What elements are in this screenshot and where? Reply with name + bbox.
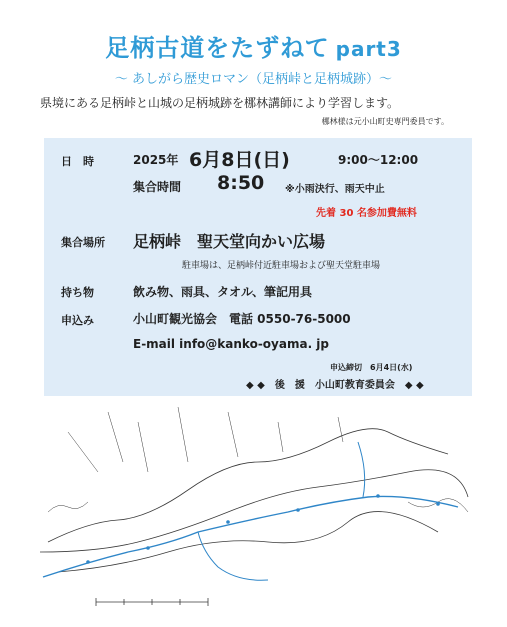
bring-value: 飲み物、雨具、タオル、筆記用具 [133, 285, 313, 299]
river-line [43, 496, 458, 577]
intro-text: 県境にある足柄峠と山城の足柄城跡を梛林講師により学習します。 [40, 96, 400, 110]
title-part: part3 [335, 37, 402, 61]
title-text: 足柄古道をたずねて [105, 34, 330, 62]
assembly-time-label: 集合時間 [133, 180, 182, 194]
apply-deadline: 申込締切 6月4日(水) [330, 363, 413, 372]
lecturer-note: 梛林様は元小山町史専門委員です。 [321, 117, 449, 126]
bring-label: 持ち物 [61, 286, 94, 299]
road-line [40, 470, 468, 552]
support-credit: ◆ ◆ 後 援 小山町教育委員会 ◆ ◆ [246, 380, 424, 391]
apply-email: E-mail info@kanko-oyama. jp [133, 337, 330, 351]
route-map [28, 402, 478, 612]
subtitle: ～ あしがら歴史ロマン（足柄峠と足柄城跡）～ [114, 72, 393, 87]
weather-note: ※小雨決行、雨天中止 [285, 184, 385, 195]
apply-label: 申込み [61, 314, 94, 327]
date-label: 日 時 [61, 155, 94, 168]
ridge-line [48, 429, 448, 542]
assembly-time-value: 8:50 [217, 172, 265, 194]
date-time: 9:00～12:00 [338, 153, 419, 167]
apply-phone: 小山町観光協会 電話 0550-76-5000 [133, 312, 351, 326]
place-value: 足柄峠 聖天堂向かい広場 [133, 232, 326, 251]
capacity-note: 先着 30 名参加費無料 [316, 208, 417, 219]
date-year: 2025年 [133, 153, 179, 167]
parking-note: 駐車場は、足柄峠付近駐車場および聖天堂駐車場 [182, 261, 381, 271]
page-title [0, 28, 507, 63]
place-label: 集合場所 [61, 236, 105, 249]
date-value: 6月8日(日) [189, 149, 290, 171]
